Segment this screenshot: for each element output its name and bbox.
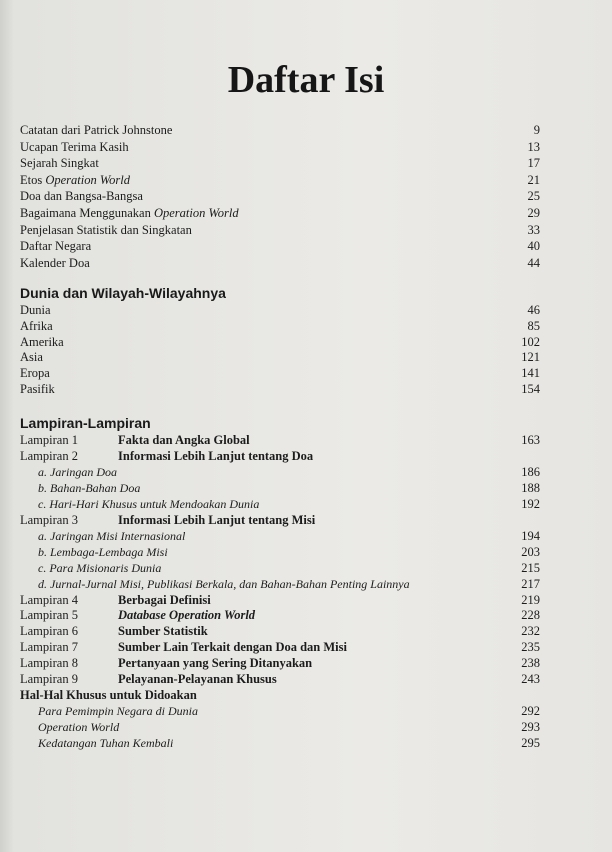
toc-entry-page-number: 85 xyxy=(527,318,540,333)
toc-entry-description: Informasi Lebih Lanjut tentang Doa xyxy=(118,448,314,463)
toc-entry-label: Operation World xyxy=(38,720,120,735)
toc-entry-label: Lampiran 1 xyxy=(20,433,78,447)
toc-entry xyxy=(20,381,540,397)
toc-entry xyxy=(20,623,540,639)
toc-entry xyxy=(20,592,540,608)
toc-entry-page-number: 21 xyxy=(527,172,540,187)
toc-entry xyxy=(20,496,540,512)
toc-entry xyxy=(20,639,540,655)
toc-entry xyxy=(20,432,540,448)
toc-entry xyxy=(20,655,540,671)
toc-entry-label: Lampiran 2 xyxy=(20,448,78,463)
toc-entry xyxy=(20,528,540,544)
toc-entry xyxy=(20,735,540,751)
toc-entry-description: Sumber Lain Terkait dengan Doa dan Misi xyxy=(118,640,347,655)
toc-entry-page-number: 25 xyxy=(527,189,540,204)
toc-entry-page-number: 293 xyxy=(521,720,540,735)
toc-entry-label: Asia xyxy=(20,350,43,365)
toc-entry-page-number: 121 xyxy=(521,350,540,365)
toc-entry-description: Sumber Statistik xyxy=(118,624,208,639)
toc-entry-description: Berbagai Definisi xyxy=(118,592,211,607)
toc-entry-page-number: 9 xyxy=(533,123,540,137)
toc-entry-page-number: 163 xyxy=(521,433,540,447)
toc-entry-label: Catatan dari Patrick Johnstone xyxy=(20,123,173,137)
toc-entry-page-number: 238 xyxy=(521,656,540,671)
toc-entry-label: Sejarah Singkat xyxy=(20,156,99,171)
toc-entry-label: Afrika xyxy=(20,318,53,333)
toc-entry-description: Fakta dan Angka Global xyxy=(118,433,250,447)
toc-entry-page-number: 141 xyxy=(521,366,540,381)
toc-entry xyxy=(20,139,540,155)
toc-entry-page-number: 188 xyxy=(521,480,540,495)
page-title: Daftar Isi xyxy=(227,59,385,101)
toc-entry-page-number: 102 xyxy=(521,334,540,349)
toc-entry xyxy=(20,687,540,703)
toc-entry xyxy=(20,349,540,365)
toc-entry xyxy=(20,560,540,576)
toc-entry-page-number: 192 xyxy=(521,496,540,511)
toc-entry-label: Penjelasan Statistik dan Singkatan xyxy=(20,222,192,237)
toc-entry xyxy=(20,172,540,188)
toc-entry-page-number: 44 xyxy=(527,255,540,270)
toc-entry xyxy=(20,365,540,381)
toc-entry xyxy=(20,188,540,204)
toc-entry-label: Lampiran 6 xyxy=(20,624,78,639)
toc-entry xyxy=(20,255,540,271)
toc-entry-label: Daftar Negara xyxy=(20,239,92,254)
toc-entry-label xyxy=(20,172,130,188)
toc-entry-label xyxy=(20,205,239,221)
toc-entry-label: Hal-Hal Khusus untuk Didoakan xyxy=(20,688,197,703)
toc-entry-page-number: 13 xyxy=(527,139,540,154)
toc-entry-page-number: 235 xyxy=(521,640,540,655)
toc-entry-description: Database Operation World xyxy=(118,608,256,623)
toc-entry-page-number: 33 xyxy=(527,222,540,237)
toc-entry xyxy=(20,671,540,687)
toc-entry-label: Lampiran 4 xyxy=(20,592,78,607)
toc-entry-page-number: 46 xyxy=(527,303,540,317)
toc-entry-label: c. Hari-Hari Khusus untuk Mendoakan Dunia xyxy=(38,496,260,511)
toc-entry xyxy=(20,222,540,238)
toc-entry-label: Kedatangan Tuhan Kembali xyxy=(38,736,174,751)
toc-entry-label: c. Para Misionaris Dunia xyxy=(38,560,162,575)
toc-entry xyxy=(20,238,540,254)
toc-entry-description: Pertanyaan yang Sering Ditanyakan xyxy=(118,656,313,671)
toc-entry xyxy=(20,334,540,350)
toc-entry-page-number: 186 xyxy=(521,464,540,479)
toc-entry-label: Amerika xyxy=(20,334,64,349)
toc-entry-page-number: 295 xyxy=(521,736,540,751)
toc-entry xyxy=(20,155,540,171)
toc-entry xyxy=(20,464,540,480)
toc-entry-label: Pasifik xyxy=(20,382,55,396)
toc-entry-page-number: 194 xyxy=(521,528,540,543)
toc-entry-label-italic: Operation World xyxy=(153,206,239,220)
toc-entry-label: Doa dan Bangsa-Bangsa xyxy=(20,189,143,204)
toc-entry-description: Informasi Lebih Lanjut tentang Misi xyxy=(118,512,316,527)
toc-entry xyxy=(20,302,540,318)
toc-entry-page-number: 232 xyxy=(521,624,540,639)
toc-entry xyxy=(20,122,540,138)
toc-entry xyxy=(20,719,540,735)
toc-entry-page-number: 292 xyxy=(521,704,540,719)
toc-entry-label: Lampiran 8 xyxy=(20,656,78,671)
toc-entry-label: Dunia xyxy=(20,303,51,317)
toc-entry-label: Lampiran 9 xyxy=(20,672,78,687)
toc-entry xyxy=(20,703,540,719)
toc-entry-page-number: 217 xyxy=(521,576,540,591)
toc-entry-label: b. Bahan-Bahan Doa xyxy=(38,480,141,495)
toc-entry-label-text: Etos xyxy=(20,172,46,187)
toc-entry-label: Para Pemimpin Negara di Dunia xyxy=(38,704,198,719)
toc-entry xyxy=(20,544,540,560)
toc-entry-label: Kalender Doa xyxy=(20,255,90,270)
toc-entry-label: a. Jaringan Misi Internasional xyxy=(38,528,186,543)
toc-entry xyxy=(20,576,540,592)
toc-entry xyxy=(20,318,540,334)
toc-entry-label: a. Jaringan Doa xyxy=(38,464,117,479)
section-heading: Lampiran-Lampiran xyxy=(20,415,151,431)
toc-entry xyxy=(20,480,540,496)
toc-entry-label: Lampiran 7 xyxy=(20,640,78,655)
toc-entry xyxy=(20,448,540,464)
toc-entry-page-number: 228 xyxy=(521,608,540,623)
toc-entry-description: Pelayanan-Pelayanan Khusus xyxy=(118,672,277,687)
toc-entry-label: Lampiran 3 xyxy=(20,512,78,527)
toc-entry-page-number: 203 xyxy=(521,544,540,559)
toc-entry-label: b. Lembaga-Lembaga Misi xyxy=(38,544,168,559)
toc-entry-page-number: 219 xyxy=(521,592,540,607)
toc-entry-label: d. Jurnal-Jurnal Misi, Publikasi Berkala, dan Bahan-Bahan Penting Lainnya xyxy=(38,576,410,591)
toc-entry-page-number: 154 xyxy=(521,382,540,396)
toc-entry xyxy=(20,205,540,221)
toc-entry-page-number: 215 xyxy=(521,560,540,575)
toc-entry-page-number: 17 xyxy=(527,156,540,171)
toc-entry xyxy=(20,607,540,623)
toc-entry-label-text: Bagaimana Menggunakan xyxy=(20,206,154,220)
toc-entry-label: Ucapan Terima Kasih xyxy=(20,139,129,154)
toc-entry-page-number: 243 xyxy=(521,672,540,687)
toc-entry xyxy=(20,512,540,528)
toc-entry-page-number: 29 xyxy=(527,206,540,220)
toc-entry-label-italic: Operation World xyxy=(45,172,130,187)
toc-entry-label: Lampiran 5 xyxy=(20,608,78,623)
toc-entry-label: Eropa xyxy=(20,366,50,381)
toc-entry-page-number: 40 xyxy=(527,239,540,254)
section-heading: Dunia dan Wilayah-Wilayahnya xyxy=(20,285,226,301)
